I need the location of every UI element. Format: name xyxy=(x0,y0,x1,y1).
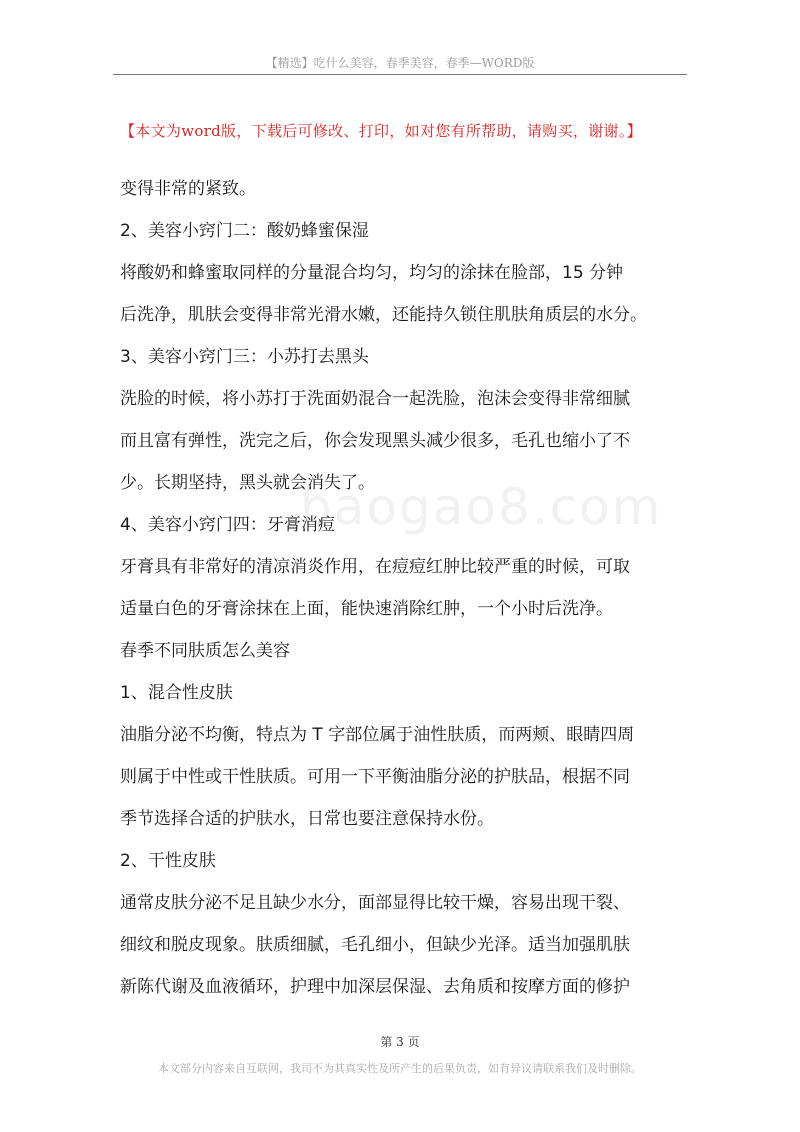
section-heading: 2、美容小窍门二：酸奶蜂蜜保湿 xyxy=(120,221,369,241)
body-line: 后洗净，肌肤会变得非常光滑水嫩，还能持久锁住肌肤角质层的水分。 xyxy=(120,305,647,325)
section-heading: 3、美容小窍门三：小苏打去黑头 xyxy=(120,347,369,367)
body-line: 油脂分泌不均衡，特点为 T 字部位属于油性肤质，而两颊、眼睛四周 xyxy=(120,725,635,745)
section-heading: 1、混合性皮肤 xyxy=(120,683,233,703)
body-line: 季节选择合适的护肤水，日常也要注意保持水份。 xyxy=(120,809,494,829)
header-rule xyxy=(113,74,687,75)
body-line: 适量白色的牙膏涂抹在上面，能快速消除红肿，一个小时后洗净。 xyxy=(120,599,613,619)
body-line: 变得非常的紧致。 xyxy=(120,179,256,199)
section-heading: 2、干性皮肤 xyxy=(120,851,216,871)
body-line: 则属于中性或干性肤质。可用一下平衡油脂分泌的护肤品，根据不同 xyxy=(120,767,630,787)
body-line: 而且富有弹性，洗完之后，你会发现黑头减少很多，毛孔也缩小了不 xyxy=(120,431,630,451)
section-heading: 春季不同肤质怎么美容 xyxy=(120,641,290,661)
body-line: 少。长期坚持，黑头就会消失了。 xyxy=(120,473,375,493)
page-header: 【精选】吃什么美容，春季美容，春季—WORD版 xyxy=(265,56,535,70)
page-number: 第 3 页 xyxy=(380,1035,420,1049)
body-line: 牙膏具有非常好的清凉消炎作用，在痘痘红肿比较严重的时候，可取 xyxy=(120,557,630,577)
body-line: 将酸奶和蜂蜜取同样的分量混合均匀，均匀的涂抹在脸部，15 分钟 xyxy=(120,263,624,283)
body-line: 新陈代谢及血液循环，护理中加深层保湿、去角质和按摩方面的修护 xyxy=(120,977,630,997)
section-heading: 4、美容小窍门四：牙膏消痘 xyxy=(120,515,335,535)
page-footer: 本文部分内容来自互联网，我司不为其真实性及所产生的后果负责，如有异议请联系我们及时删除。 xyxy=(158,1062,642,1075)
download-notice: 【本文为word版，下载后可修改、打印，如对您有所帮助，请购买，谢谢。】 xyxy=(120,122,642,140)
watermark: baogao8.com xyxy=(300,478,663,536)
body-line: 细纹和脱皮现象。肤质细腻，毛孔细小，但缺少光泽。适当加强肌肤 xyxy=(120,935,630,955)
document-body xyxy=(120,168,688,1008)
body-line: 洗脸的时候，将小苏打于洗面奶混合一起洗脸，泡沫会变得非常细腻 xyxy=(120,389,630,409)
body-line: 通常皮肤分泌不足且缺少水分，面部显得比较干燥，容易出现干裂、 xyxy=(120,893,630,913)
